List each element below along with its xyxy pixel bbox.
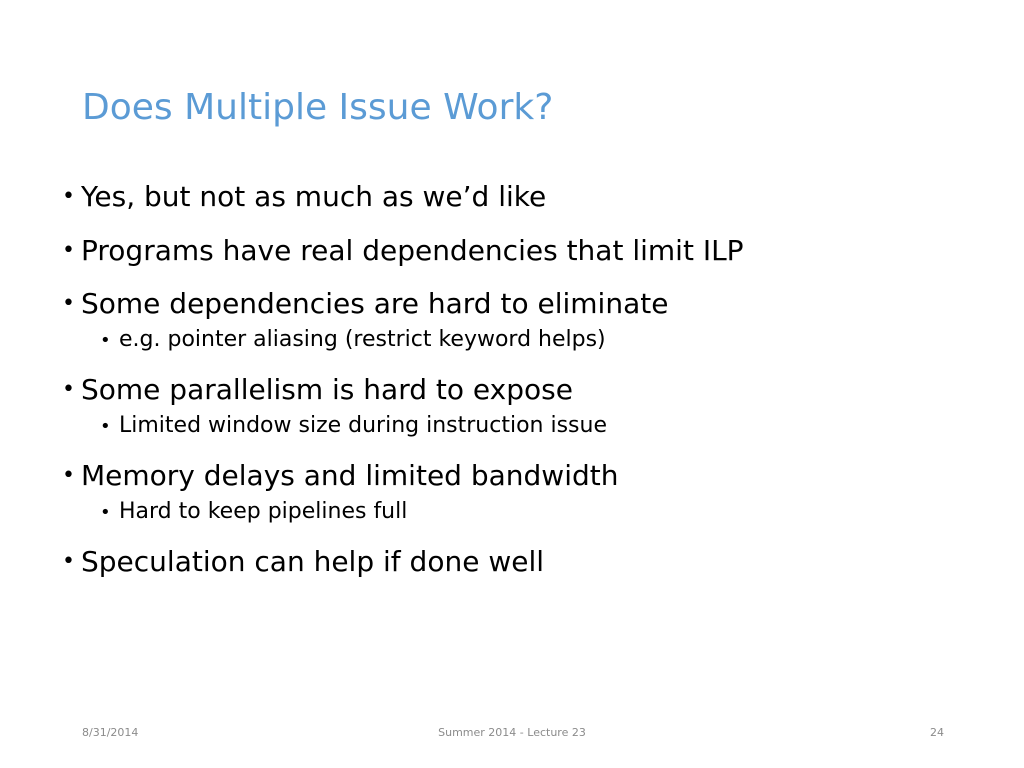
slide-title: Does Multiple Issue Work? — [82, 87, 554, 128]
footer-page-number: 24 — [930, 726, 944, 739]
bullet-text: Memory delays and limited bandwidth — [81, 459, 619, 493]
bullet-item — [62, 459, 962, 493]
bullet-dot-icon: • — [62, 184, 75, 209]
sub-bullet-text: e.g. pointer aliasing (restrict keyword helps) — [119, 326, 606, 352]
sub-bullet-item — [100, 413, 962, 439]
bullet-text: Some dependencies are hard to eliminate — [81, 287, 669, 321]
bullet-item — [62, 180, 962, 214]
bullet-item — [62, 545, 962, 579]
bullet-item — [62, 373, 962, 407]
bullet-dot-icon: • — [62, 377, 75, 403]
sub-bullet-dot-icon: • — [100, 329, 111, 351]
sub-bullet-text: Limited window size during instruction issue — [119, 412, 607, 438]
sub-bullet-text: Hard to keep pipelines full — [119, 498, 408, 524]
bullet-text: Some parallelism is hard to expose — [81, 373, 573, 407]
sub-bullet-dot-icon: • — [100, 501, 111, 523]
bullet-item — [62, 287, 962, 321]
bullet-text: Programs have real dependencies that limit ILP — [81, 233, 744, 267]
bullet-dot-icon: • — [62, 237, 75, 263]
bullet-dot-icon: • — [62, 549, 75, 575]
sub-bullet-item — [100, 499, 962, 525]
sub-bullet-item — [100, 327, 962, 353]
sub-bullet-dot-icon: • — [100, 415, 111, 437]
bullet-text: Yes, but not as much as we’d like — [81, 180, 547, 213]
bullet-dot-icon: • — [62, 291, 75, 317]
bullet-dot-icon: • — [62, 463, 75, 489]
bullet-text: Speculation can help if done well — [81, 545, 545, 579]
footer-date: 8/31/2014 — [82, 726, 139, 739]
bullet-item — [62, 234, 962, 268]
footer-lecture: Summer 2014 - Lecture 23 — [438, 726, 586, 739]
slide-body — [62, 180, 962, 599]
